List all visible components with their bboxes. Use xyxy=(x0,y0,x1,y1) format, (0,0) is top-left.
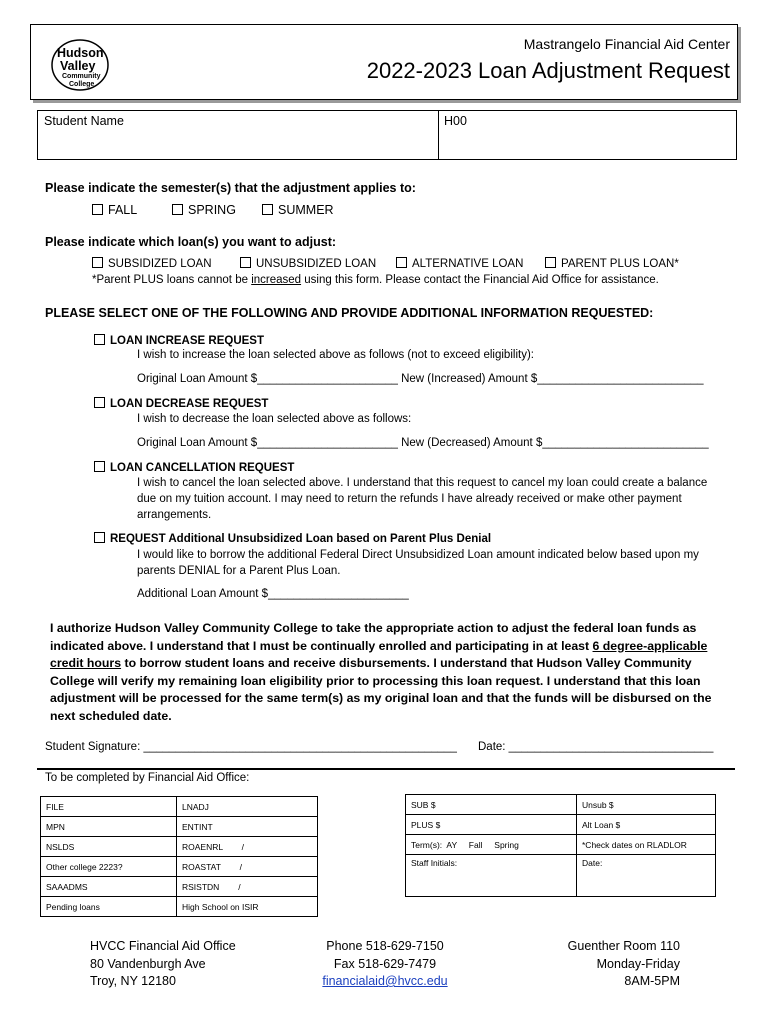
center-name: Mastrangelo Financial Aid Center xyxy=(523,36,730,52)
cancel-option[interactable]: LOAN CANCELLATION REQUEST xyxy=(94,461,294,474)
plus-denial-desc-1: I would like to borrow the additional Federal Direct Unsubsidized Loan amount indicated below based upon my xyxy=(137,549,699,561)
table-cell: ROASTAT / xyxy=(177,857,318,877)
table-row xyxy=(41,817,318,837)
table-cell: Pending loans xyxy=(41,897,177,917)
checkbox-icon xyxy=(94,532,105,543)
table-row xyxy=(406,815,716,835)
table-cell: MPN xyxy=(41,817,177,837)
table-row xyxy=(41,857,318,877)
increase-amounts[interactable]: Original Loan Amount $______________________ New (Increased) Amount $__________________________ xyxy=(137,373,704,385)
footer-address: HVCC Financial Aid Office 80 Vandenburgh Ave Troy, NY 12180 xyxy=(90,939,236,988)
cancel-desc-3: arrangements. xyxy=(137,509,212,521)
cancel-desc-2: due on my tuition account. I may need to return the refunds I have already received or make other payment xyxy=(137,493,682,505)
loan-alternative[interactable]: ALTERNATIVE LOAN xyxy=(396,257,523,270)
increase-option[interactable]: LOAN INCREASE REQUEST xyxy=(94,334,264,347)
checkbox-icon xyxy=(262,204,273,215)
checkbox-icon xyxy=(172,204,183,215)
section-divider xyxy=(37,768,735,770)
plus-denial-desc-2: parents DENIAL for a Parent Plus Loan. xyxy=(137,565,341,577)
table-cell: ROAENRL / xyxy=(177,837,318,857)
table-cell: Unsub $ xyxy=(577,795,716,815)
student-name-field[interactable]: Student Name xyxy=(44,114,124,128)
loan-unsubsidized[interactable]: UNSUBSIDIZED LOAN xyxy=(240,257,376,270)
plus-denial-option[interactable]: REQUEST Additional Unsubsidized Loan based on Parent Plus Denial xyxy=(94,532,491,545)
semester-summer[interactable]: SUMMER xyxy=(262,203,334,217)
table-cell: Alt Loan $ xyxy=(577,815,716,835)
table-cell: RSISTDN / xyxy=(177,877,318,897)
checkbox-icon xyxy=(545,257,556,268)
table-cell: Staff Initials: xyxy=(406,855,577,897)
table-row xyxy=(41,837,318,857)
table-row xyxy=(41,877,318,897)
logo-line3: Community xyxy=(62,73,101,80)
footer-hours: Guenther Room 110 Monday-Friday 8AM-5PM xyxy=(567,939,680,988)
table-cell: SAAADMS xyxy=(41,877,177,897)
checkbox-icon xyxy=(94,461,105,472)
table-cell: LNADJ xyxy=(177,797,318,817)
checkbox-icon xyxy=(396,257,407,268)
table-cell: *Check dates on RLADLOR xyxy=(577,835,716,855)
footer-contact: Phone 518-629-7150 Fax 518-629-7479 financialaid@hvcc.edu xyxy=(322,939,448,988)
form-title: 2022-2023 Loan Adjustment Request xyxy=(366,58,730,83)
logo-line1: Hudson xyxy=(57,46,104,60)
authorization-paragraph: I authorize Hudson Valley Community College to take the appropriate action to adjust the federal loan funds as indicated above. I understand that I must be continually enrolled and participating in at least 6 degree-applicable credit hours to borrow student loans and receive disbursements. I understand that Hudson Valley Community College will verify my remaining loan eligibility prior to processing this loan request. I understand that this loan adjustment will be processed for the same term(s) as my original loan and that the funds will be disbursed on the next scheduled date. xyxy=(50,621,712,723)
table-cell: Term(s): AY Fall Spring xyxy=(406,835,577,855)
table-cell: NSLDS xyxy=(41,837,177,857)
table-row xyxy=(41,897,318,917)
student-id-field[interactable]: H00 xyxy=(444,114,467,128)
loan-parent-plus[interactable]: PARENT PLUS LOAN* xyxy=(545,257,679,270)
cancel-desc-1: I wish to cancel the loan selected above. I understand that this request to cancel my loan could create a balance xyxy=(137,477,708,489)
semester-spring[interactable]: SPRING xyxy=(172,203,236,217)
office-right-table xyxy=(405,794,716,897)
decrease-desc: I wish to decrease the loan selected above as follows: xyxy=(137,413,412,425)
checkbox-icon xyxy=(240,257,251,268)
table-row xyxy=(406,855,716,897)
checkbox-icon xyxy=(94,397,105,408)
checkbox-icon xyxy=(94,334,105,345)
select-heading: PLEASE SELECT ONE OF THE FOLLOWING AND PROVIDE ADDITIONAL INFORMATION REQUESTED: xyxy=(45,306,654,320)
loan-prompt: Please indicate which loan(s) you want to adjust: xyxy=(45,235,337,249)
table-cell: High School on ISIR xyxy=(177,897,318,917)
table-cell: Other college 2223? xyxy=(41,857,177,877)
plus-denial-amount[interactable]: Additional Loan Amount $______________________ xyxy=(137,588,409,600)
table-row xyxy=(41,797,318,817)
table-cell: FILE xyxy=(41,797,177,817)
table-cell: PLUS $ xyxy=(406,815,577,835)
decrease-option[interactable]: LOAN DECREASE REQUEST xyxy=(94,397,268,410)
semester-fall[interactable]: FALL xyxy=(92,203,137,217)
loan-subsidized[interactable]: SUBSIDIZED LOAN xyxy=(92,257,212,270)
student-info-box xyxy=(37,110,737,160)
checkbox-icon xyxy=(92,257,103,268)
signature-date-field[interactable]: Date: ________________________________ xyxy=(478,741,714,753)
parent-plus-note: *Parent PLUS loans cannot be increased using this form. Please contact the Financial Aid Office for assistance. xyxy=(92,274,659,286)
decrease-amounts[interactable]: Original Loan Amount $______________________ New (Decreased) Amount $__________________________ xyxy=(137,437,709,449)
checkbox-icon xyxy=(92,204,103,215)
office-use-caption: To be completed by Financial Aid Office: xyxy=(45,772,250,784)
email-link[interactable]: financialaid@hvcc.edu xyxy=(322,974,448,988)
table-cell: ENTINT xyxy=(177,817,318,837)
logo-line2: Valley xyxy=(60,59,96,73)
increase-desc: I wish to increase the loan selected above as follows (not to exceed eligibility): xyxy=(137,349,534,361)
table-row xyxy=(406,835,716,855)
logo-line4: College xyxy=(69,81,95,88)
semester-prompt: Please indicate the semester(s) that the adjustment applies to: xyxy=(45,181,416,195)
table-cell: SUB $ xyxy=(406,795,577,815)
student-signature-field[interactable]: Student Signature: _________________________________________________ xyxy=(45,741,457,753)
office-left-table xyxy=(40,796,318,917)
table-cell: Date: xyxy=(577,855,716,897)
table-row xyxy=(406,795,716,815)
